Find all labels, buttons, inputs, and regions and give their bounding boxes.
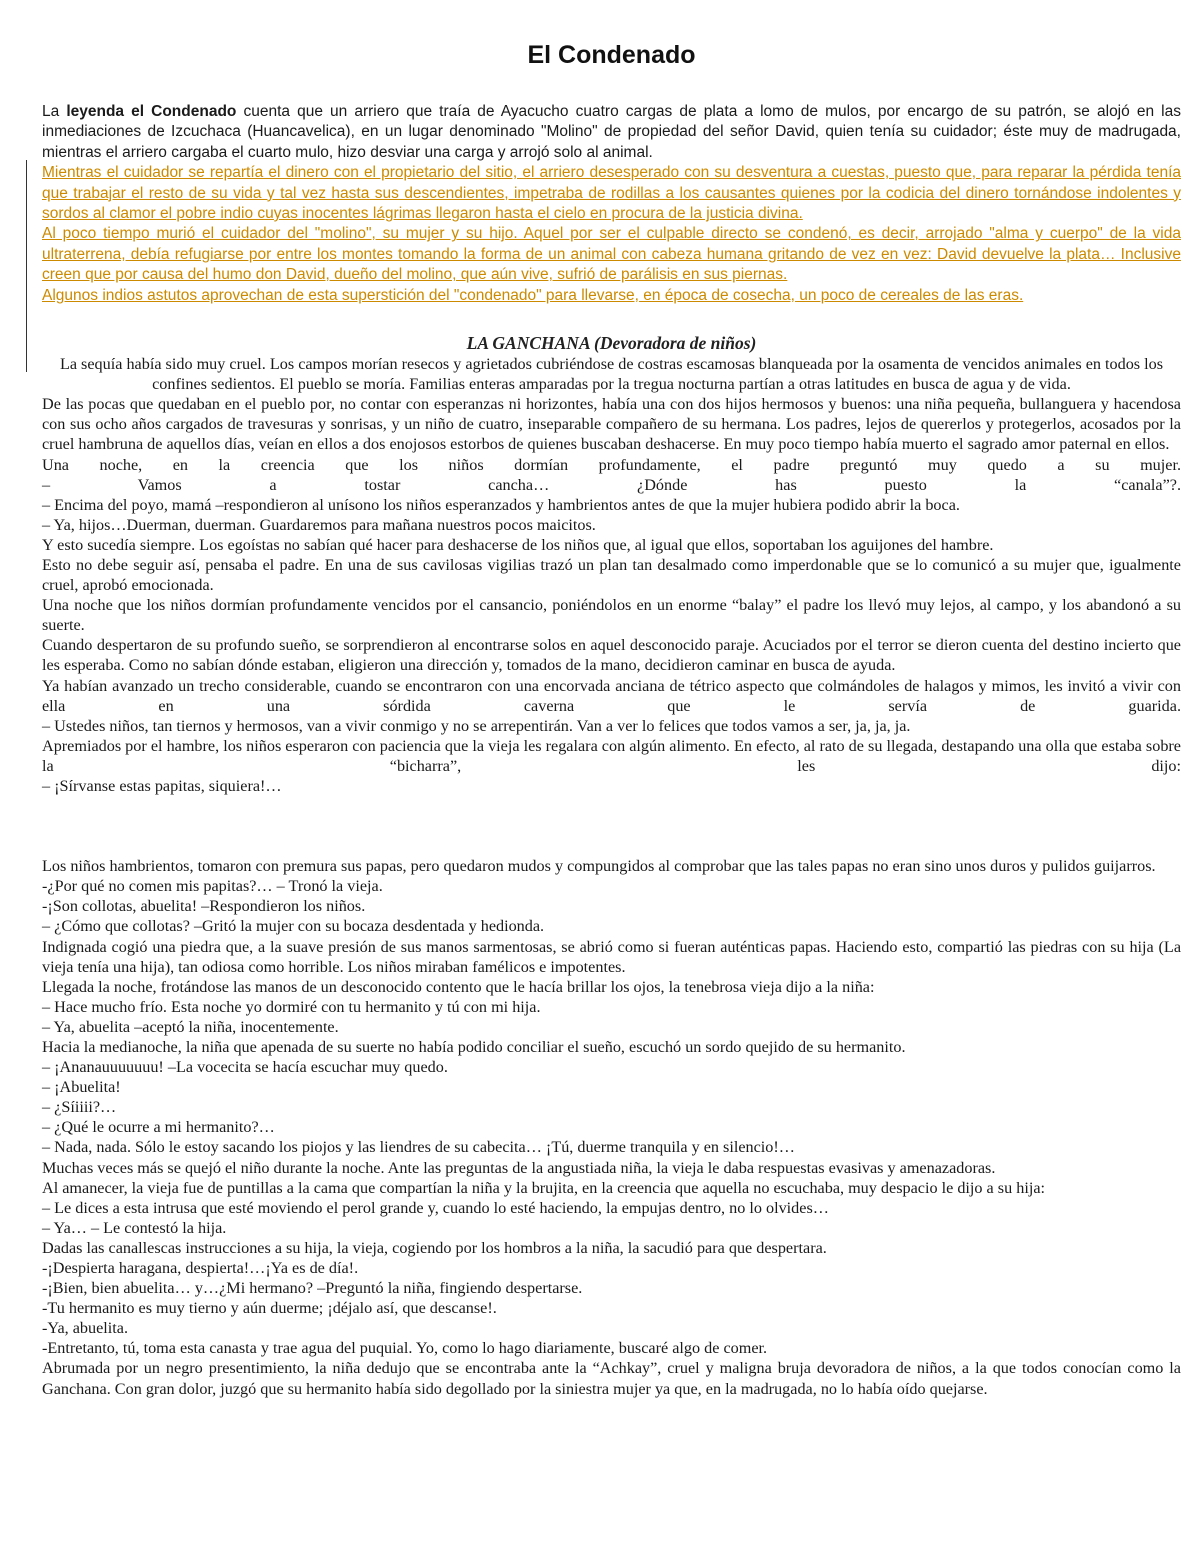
story-paragraph: – ¡Abuelita! <box>42 1078 121 1097</box>
story-paragraph: – Nada, nada. Sólo le estoy sacando los piojos y las liendres de su cabecita… ¡Tú, duerme tranquila y en silencio!… <box>42 1138 795 1157</box>
story-paragraph: – Le dices a esta intrusa que esté moviendo el perol grande y, cuando lo esté haciendo, la empujas dentro, no lo olvides… <box>42 1198 829 1217</box>
story-paragraph: Abrumada por un negro presentimiento, la niña dedujo que se encontraba ante la “Achkay”, cruel y maligna bruja devoradora de niños, a la que todos conocían como la Ganchana. Con gran dolor, juzgó que su hermanito había sido degollado por la siniestra mujer ya que, en la madrugada, no lo había oído quejarse. <box>42 1359 1181 1398</box>
story-paragraph: -Ya, abuelita. <box>42 1319 129 1338</box>
story-paragraph: – ¿Cómo que collotas? –Gritó la mujer con su bocaza desdentada y hedionda. <box>42 917 545 936</box>
story-paragraph: – Ya, hijos…Duerman, duerman. Guardaremos para mañana nuestros pocos maicitos. <box>42 515 596 534</box>
intro-rest: cuenta que un arriero que traía de Ayacucho cuatro cargas de plata a lomo de mulos, por encargo de su patrón, se alojó en las inmediaciones de Izcuchaca (Huancavelica), en un lugar denominado "Molino" de propiedad del señor David, quien tenía su cuidador; éste muy de madrugada, mientras el arriero cargaba el cuarto mulo, hizo desviar una carga y arrojó solo al animal. <box>42 103 1181 161</box>
story-part-1 <box>42 354 1181 796</box>
story-paragraph: Y esto sucedía siempre. Los egoístas no sabían qué hacer para deshacerse de los niños que, al igual que ellos, soportaban los aguijones del hambre. <box>42 535 994 554</box>
story-paragraph: -Entretanto, tú, toma esta canasta y trae agua del puquial. Yo, como lo hago diariamente, buscaré algo de comer. <box>42 1339 768 1358</box>
story-paragraph: Dadas las canallescas instrucciones a su hija, la vieja, cogiendo por los hombros a la niña, la sacudió para que despertara. <box>42 1238 827 1257</box>
story-paragraph: -¡Despierta haragana, despierta!…¡Ya es de día!. <box>42 1259 359 1277</box>
story-part-2 <box>42 856 1181 1399</box>
story-paragraph: – Ya, abuelita –aceptó la niña, inocentemente. <box>42 1017 339 1036</box>
tracked-paragraph-3: Algunos indios astutos aprovechan de esta superstición del "condenado" para llevarse, en época de cosecha, un poco de cereales de las eras. <box>42 286 1024 304</box>
story-paragraph: – Ustedes niños, tan tiernos y hermosos, van a vivir conmigo y no se arrepentirán. Van a ver lo felices que todos vamos a ser, ja, ja, ja. <box>42 716 911 735</box>
tracked-paragraph-1: Mientras el cuidador se repartía el dinero con el propietario del sitio, el arriero desesperado con su desventura a cuestas, puesto que, para reparar la pérdida tenía que trabajar el resto de su vida y tal vez hasta sus descendientes, impetraba de rodillas a los causantes quienes por la codicia del dinero tornándose indolentes y sordos al clamor el pobre indio cuyas inocentes lágrimas llegaron hasta el cielo en procura de la justicia divina. <box>42 164 1181 223</box>
section-title: LA GANCHANA (Devoradora de niños) <box>466 333 757 354</box>
story-paragraph: – Ya… – Le contestó la hija. <box>42 1218 227 1237</box>
story-paragraph: Indignada cogió una piedra que, a la suave presión de sus manos sarmentosas, se abrió como si fueran auténticas papas. Haciendo esto, compartió las piedras con su hija (La vieja tenía una hija), tan odiosa como horrible. Los niños miraban famélicos e impotentes. <box>42 937 1181 976</box>
story-paragraph: De las pocas que quedaban en el pueblo por, no contar con esperanzas ni horizontes, había una con dos hijos hermosos y buenos: una niña pequeña, bullanguera y hacendosa con sus ocho años cargados de travesuras y sonrisas, y un niño de cuatro, inseparable compañero de su hermana. Los padres, lejos de quererlos y protegerlos, acosados por la cruel hambruna de aquellos días, veían en ellos a dos enojosos estorbos de quienes buscaban deshacerse. En muy poco tiempo había muerto el sagrado amor paternal en ellos. <box>42 395 1181 454</box>
story-paragraph: Ya habían avanzado un trecho considerable, cuando se encontraron con una encorvada anciana de tétrico aspecto que colmándoles de halagos y mimos, les invitó a vivir con ella en una sórdida caverna que le servía de guarida. <box>42 676 1181 715</box>
story-paragraph: – ¿Síiiii?… <box>42 1098 117 1117</box>
intro-bold-term: leyenda el Condenado <box>66 103 237 120</box>
story-paragraph: Hacia la medianoche, la niña que apenada de su suerte no había podido conciliar el sueño, escuchó un sordo quejido de su hermanito. <box>42 1037 906 1056</box>
story-paragraph: -¡Son collotas, abuelita! –Respondieron los niños. <box>42 897 366 916</box>
story-paragraph: Cuando despertaron de su profundo sueño, se sorprendieron al encontrarse solos en aquel desconocido paraje. Acuciados por el terror se dieron cuenta del destino incierto que les esperaba. Como no sabían dónde estaban, eligieron una dirección y, tomados de la mano, decidieron caminar en busca de ayuda. <box>42 636 1181 675</box>
story-paragraph: Al amanecer, la vieja fue de puntillas a la cama que compartían la niña y la brujita, en la creencia que aquella no escuchaba, muy despacio le dijo a su hija: <box>42 1178 1046 1197</box>
story-paragraph: -¡Bien, bien abuelita… y…¿Mi hermano? –Preguntó la niña, fingiendo despertarse. <box>42 1279 583 1298</box>
document-page <box>42 38 1181 1399</box>
story-paragraph: – Encima del poyo, mamá –respondieron al unísono los niños esperanzados y hambrientos antes de que la mujer hubiera podido abrir la boca. <box>42 495 960 514</box>
story-paragraph: La sequía había sido muy cruel. Los campos morían resecos y agrietados cubriéndose de costras escamosas blanqueada por la osamenta de vencidos animales en todos los confines sedientos. El pueblo se moría. Familias enteras amparadas por la tregua nocturna partían a otras latitudes en busca de agua y de vida. <box>59 355 1164 394</box>
change-bar <box>26 160 27 372</box>
story-paragraph: Esto no debe seguir así, pensaba el padre. En una de sus cavilosas vigilias trazó un plan tan desalmado como imperdonable que se lo comunicó a su mujer que, igualmente cruel, aprobó emocionada. <box>42 556 1181 595</box>
intro-lead: La <box>42 103 67 120</box>
story-paragraph: Una noche que los niños dormían profundamente vencidos por el cansancio, poniéndolos en un enorme “balay” el padre los llevó muy lejos, al campo, y los abandonó a su suerte. <box>42 596 1181 635</box>
intro-paragraph <box>42 102 1181 163</box>
story-paragraph: – Vamos a tostar cancha… ¿Dónde has puesto la “canala”?. <box>42 475 1181 494</box>
story-paragraph: – ¿Qué le ocurre a mi hermanito?… <box>42 1118 275 1137</box>
story-paragraph: – ¡Sírvanse estas papitas, siquiera!… <box>42 777 282 796</box>
story-paragraph: -¿Por qué no comen mis papitas?… – Tronó la vieja. <box>42 877 383 896</box>
story-paragraph: – Hace mucho frío. Esta noche yo dormiré con tu hermanito y tú con mi hija. <box>42 997 541 1016</box>
document-title: El Condenado <box>527 41 696 69</box>
story-paragraph: Muchas veces más se quejó el niño durante la noche. Ante las preguntas de la angustiada niña, la vieja le daba respuestas evasivas y amenazadoras. <box>42 1158 996 1177</box>
blank-gap <box>42 796 1181 856</box>
story-paragraph: Llegada la noche, frotándose las manos de un desconocido contento que le hacía brillar los ojos, la tenebrosa vieja dijo a la niña: <box>42 977 875 996</box>
story-paragraph: Apremiados por el hambre, los niños esperaron con paciencia que la vieja les regalara con algún alimento. En efecto, al rato de su llegada, destapando una olla que estaba sobre la “bicharra”, les dijo: <box>42 736 1181 775</box>
story-paragraph: Una noche, en la creencia que los niños dormían profundamente, el padre preguntó muy quedo a su mujer. <box>42 455 1181 474</box>
story-paragraph: Los niños hambrientos, tomaron con premura sus papas, pero quedaron mudos y compungidos al comprobar que las tales papas no eran sino unos duros y pulidos guijarros. <box>42 857 1156 876</box>
tracked-paragraph-2: Al poco tiempo murió el cuidador del "molino", su mujer y su hijo. Aquel por ser el culpable directo se condenó, es decir, arrojado "alma y cuerpo" de la vida ultraterrena, debía refugiarse por entre los montes tomando la forma de un animal con cabeza humana gritando de vez en vez: David devuelve la plata… Inclusive creen que por causa del humo don David, dueño del molino, que aún vive, sufrió de parálisis en sus piernas. <box>42 225 1181 284</box>
story-paragraph: -Tu hermanito es muy tierno y aún duerme; ¡déjalo así, que descanse!. <box>42 1299 497 1318</box>
story-paragraph: – ¡Ananauuuuuuu! –La vocecita se hacía escuchar muy quedo. <box>42 1058 448 1077</box>
